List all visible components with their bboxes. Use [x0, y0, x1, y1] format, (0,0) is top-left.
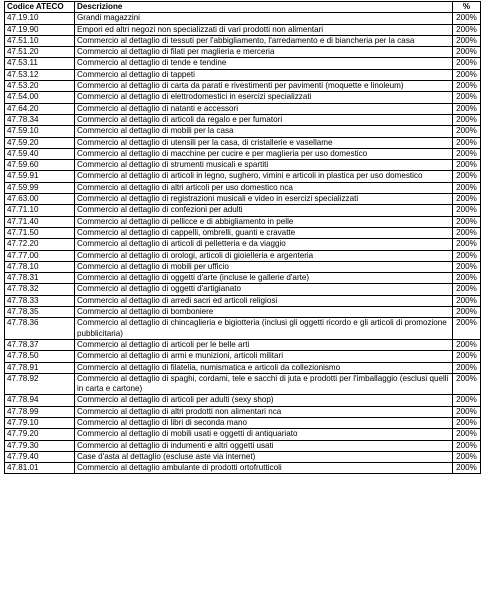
cell-code: 47.78.91 — [5, 362, 75, 373]
cell-percent: 200% — [453, 160, 481, 171]
cell-percent: 200% — [453, 171, 481, 182]
cell-percent: 200% — [453, 58, 481, 69]
cell-description: Case d'asta al dettaglio (escluse aste via internet) — [75, 451, 453, 462]
table-row — [5, 47, 481, 58]
cell-description: Commercio al dettaglio di carta da parati e rivestimenti per pavimenti (moquette e linoleum) — [75, 81, 453, 92]
cell-percent: 200% — [453, 81, 481, 92]
cell-code: 47.59.40 — [5, 148, 75, 159]
cell-percent: 200% — [453, 13, 481, 24]
cell-description: Commercio al dettaglio di spaghi, cordami, tele e sacchi di juta e prodotti per l'imballaggio (esclusi quelli in carta e cartone) — [75, 373, 453, 395]
table-row — [5, 239, 481, 250]
header-description: Descrizione — [75, 2, 453, 13]
cell-description: Commercio al dettaglio di mobili per la casa — [75, 126, 453, 137]
table-row — [5, 35, 481, 46]
table-row — [5, 205, 481, 216]
cell-description: Commercio al dettaglio di confezioni per adulti — [75, 205, 453, 216]
cell-percent: 200% — [453, 339, 481, 350]
cell-code: 47.78.36 — [5, 318, 75, 340]
cell-percent: 200% — [453, 205, 481, 216]
cell-code: 47.78.32 — [5, 284, 75, 295]
cell-description: Commercio al dettaglio di armi e munizioni, articoli militari — [75, 351, 453, 362]
cell-code: 47.78.92 — [5, 373, 75, 395]
table-body — [5, 13, 481, 474]
table-row — [5, 463, 481, 474]
cell-code: 47.59.91 — [5, 171, 75, 182]
cell-percent: 200% — [453, 273, 481, 284]
cell-description: Commercio al dettaglio di articoli da regalo e per fumatori — [75, 114, 453, 125]
table-row — [5, 273, 481, 284]
cell-percent: 200% — [453, 92, 481, 103]
cell-percent: 200% — [453, 451, 481, 462]
cell-code: 47.63.00 — [5, 194, 75, 205]
cell-percent: 200% — [453, 227, 481, 238]
cell-percent: 200% — [453, 239, 481, 250]
cell-description: Commercio al dettaglio di registrazioni musicali e video in esercizi specializzati — [75, 194, 453, 205]
table-row — [5, 440, 481, 451]
cell-code: 47.79.20 — [5, 429, 75, 440]
cell-percent: 200% — [453, 69, 481, 80]
cell-percent: 200% — [453, 318, 481, 340]
cell-code: 47.78.33 — [5, 295, 75, 306]
cell-code: 47.19.90 — [5, 24, 75, 35]
cell-code: 47.59.99 — [5, 182, 75, 193]
cell-code: 47.53.11 — [5, 58, 75, 69]
table-row — [5, 148, 481, 159]
cell-description: Commercio al dettaglio di utensili per la casa, di cristallerie e vasellame — [75, 137, 453, 148]
cell-code: 47.78.10 — [5, 261, 75, 272]
cell-description: Commercio al dettaglio di orologi, articoli di gioielleria e argenteria — [75, 250, 453, 261]
cell-percent: 200% — [453, 406, 481, 417]
cell-description: Commercio al dettaglio di strumenti musicali e spartiti — [75, 160, 453, 171]
cell-code: 47.78.35 — [5, 307, 75, 318]
cell-code: 47.78.34 — [5, 114, 75, 125]
cell-description: Commercio al dettaglio di elettrodomestici in esercizi specializzati — [75, 92, 453, 103]
table-row — [5, 114, 481, 125]
cell-percent: 200% — [453, 373, 481, 395]
cell-code: 47.54.00 — [5, 92, 75, 103]
table-row — [5, 103, 481, 114]
cell-description: Commercio al dettaglio di articoli per le belle arti — [75, 339, 453, 350]
table-row — [5, 182, 481, 193]
cell-code: 47.59.20 — [5, 137, 75, 148]
ateco-table — [4, 1, 481, 474]
table-row — [5, 406, 481, 417]
cell-code: 47.78.99 — [5, 406, 75, 417]
cell-description: Commercio al dettaglio di articoli per adulti (sexy shop) — [75, 395, 453, 406]
table-row — [5, 137, 481, 148]
cell-code: 47.78.50 — [5, 351, 75, 362]
cell-percent: 200% — [453, 307, 481, 318]
cell-code: 47.53.12 — [5, 69, 75, 80]
cell-description: Commercio al dettaglio di mobili per ufficio — [75, 261, 453, 272]
cell-percent: 200% — [453, 395, 481, 406]
ateco-table-container — [4, 1, 481, 474]
header-percent: % — [453, 2, 481, 13]
table-row — [5, 194, 481, 205]
table-row — [5, 261, 481, 272]
cell-percent: 200% — [453, 35, 481, 46]
table-row — [5, 126, 481, 137]
cell-description: Grandi magazzini — [75, 13, 453, 24]
table-row — [5, 373, 481, 395]
cell-description: Commercio al dettaglio di articoli di pelletteria e da viaggio — [75, 239, 453, 250]
cell-description: Commercio al dettaglio di altri articoli per uso domestico nca — [75, 182, 453, 193]
cell-percent: 200% — [453, 440, 481, 451]
cell-description: Commercio al dettaglio di macchine per cucire e per maglieria per uso domestico — [75, 148, 453, 159]
cell-percent: 200% — [453, 216, 481, 227]
table-row — [5, 171, 481, 182]
header-row — [5, 2, 481, 13]
cell-percent: 200% — [453, 103, 481, 114]
table-row — [5, 250, 481, 261]
cell-description: Commercio al dettaglio di altri prodotti non alimentari nca — [75, 406, 453, 417]
cell-percent: 200% — [453, 429, 481, 440]
cell-percent: 200% — [453, 362, 481, 373]
cell-percent: 200% — [453, 114, 481, 125]
table-row — [5, 417, 481, 428]
cell-description: Commercio al dettaglio di chincaglieria e bigiotteria (inclusi gli oggetti ricordo e gli articoli di promozione pubblicitaria) — [75, 318, 453, 340]
cell-code: 47.78.31 — [5, 273, 75, 284]
cell-description: Commercio al dettaglio di bomboniere — [75, 307, 453, 318]
cell-description: Empori ed altri negozi non specializzati di vari prodotti non alimentari — [75, 24, 453, 35]
cell-description: Commercio al dettaglio di filatelia, numismatica e articoli da collezionismo — [75, 362, 453, 373]
table-row — [5, 451, 481, 462]
cell-percent: 200% — [453, 261, 481, 272]
cell-percent: 200% — [453, 295, 481, 306]
cell-percent: 200% — [453, 24, 481, 35]
cell-code: 47.78.94 — [5, 395, 75, 406]
cell-description: Commercio al dettaglio ambulante di prodotti ortofrutticoli — [75, 463, 453, 474]
cell-percent: 200% — [453, 284, 481, 295]
table-row — [5, 81, 481, 92]
table-row — [5, 227, 481, 238]
cell-description: Commercio al dettaglio di articoli in legno, sughero, vimini e articoli in plastica per uso domestico — [75, 171, 453, 182]
cell-code: 47.71.40 — [5, 216, 75, 227]
cell-code: 47.79.30 — [5, 440, 75, 451]
cell-percent: 200% — [453, 148, 481, 159]
table-row — [5, 362, 481, 373]
cell-code: 47.81.01 — [5, 463, 75, 474]
cell-percent: 200% — [453, 194, 481, 205]
table-row — [5, 92, 481, 103]
cell-code: 47.79.10 — [5, 417, 75, 428]
cell-code: 47.51.20 — [5, 47, 75, 58]
cell-description: Commercio al dettaglio di pellicce e di abbigliamento in pelle — [75, 216, 453, 227]
cell-code: 47.78.37 — [5, 339, 75, 350]
cell-percent: 200% — [453, 47, 481, 58]
table-row — [5, 69, 481, 80]
cell-description: Commercio al dettaglio di natanti e accessori — [75, 103, 453, 114]
cell-description: Commercio al dettaglio di libri di seconda mano — [75, 417, 453, 428]
table-row — [5, 307, 481, 318]
cell-description: Commercio al dettaglio di cappelli, ombrelli, guanti e cravatte — [75, 227, 453, 238]
cell-description: Commercio al dettaglio di indumenti e altri oggetti usati — [75, 440, 453, 451]
cell-code: 47.51.10 — [5, 35, 75, 46]
cell-code: 47.71.50 — [5, 227, 75, 238]
cell-code: 47.72.20 — [5, 239, 75, 250]
cell-percent: 200% — [453, 250, 481, 261]
table-row — [5, 295, 481, 306]
header-code: Codice ATECO — [5, 2, 75, 13]
cell-code: 47.19.10 — [5, 13, 75, 24]
table-row — [5, 429, 481, 440]
cell-description: Commercio al dettaglio di filati per maglieria e merceria — [75, 47, 453, 58]
cell-percent: 200% — [453, 463, 481, 474]
table-row — [5, 13, 481, 24]
cell-code: 47.59.10 — [5, 126, 75, 137]
cell-description: Commercio al dettaglio di tappeti — [75, 69, 453, 80]
cell-description: Commercio al dettaglio di oggetti d'artigianato — [75, 284, 453, 295]
cell-description: Commercio al dettaglio di mobili usati e oggetti di antiquariato — [75, 429, 453, 440]
cell-code: 47.79.40 — [5, 451, 75, 462]
table-row — [5, 284, 481, 295]
cell-code: 47.77.00 — [5, 250, 75, 261]
cell-description: Commercio al dettaglio di tessuti per l'abbigliamento, l'arredamento e di biancheria per la casa — [75, 35, 453, 46]
table-row — [5, 216, 481, 227]
cell-percent: 200% — [453, 137, 481, 148]
table-row — [5, 318, 481, 340]
table-row — [5, 58, 481, 69]
cell-percent: 200% — [453, 351, 481, 362]
cell-code: 47.71.10 — [5, 205, 75, 216]
cell-description: Commercio al dettaglio di tende e tendine — [75, 58, 453, 69]
cell-description: Commercio al dettaglio di arredi sacri ed articoli religiosi — [75, 295, 453, 306]
cell-code: 47.53.20 — [5, 81, 75, 92]
table-row — [5, 24, 481, 35]
cell-code: 47.64.20 — [5, 103, 75, 114]
cell-percent: 200% — [453, 126, 481, 137]
cell-percent: 200% — [453, 182, 481, 193]
table-row — [5, 351, 481, 362]
table-row — [5, 160, 481, 171]
cell-code: 47.59.60 — [5, 160, 75, 171]
table-row — [5, 395, 481, 406]
table-row — [5, 339, 481, 350]
cell-description: Commercio al dettaglio di oggetti d'arte (incluse le gallerie d'arte) — [75, 273, 453, 284]
cell-percent: 200% — [453, 417, 481, 428]
